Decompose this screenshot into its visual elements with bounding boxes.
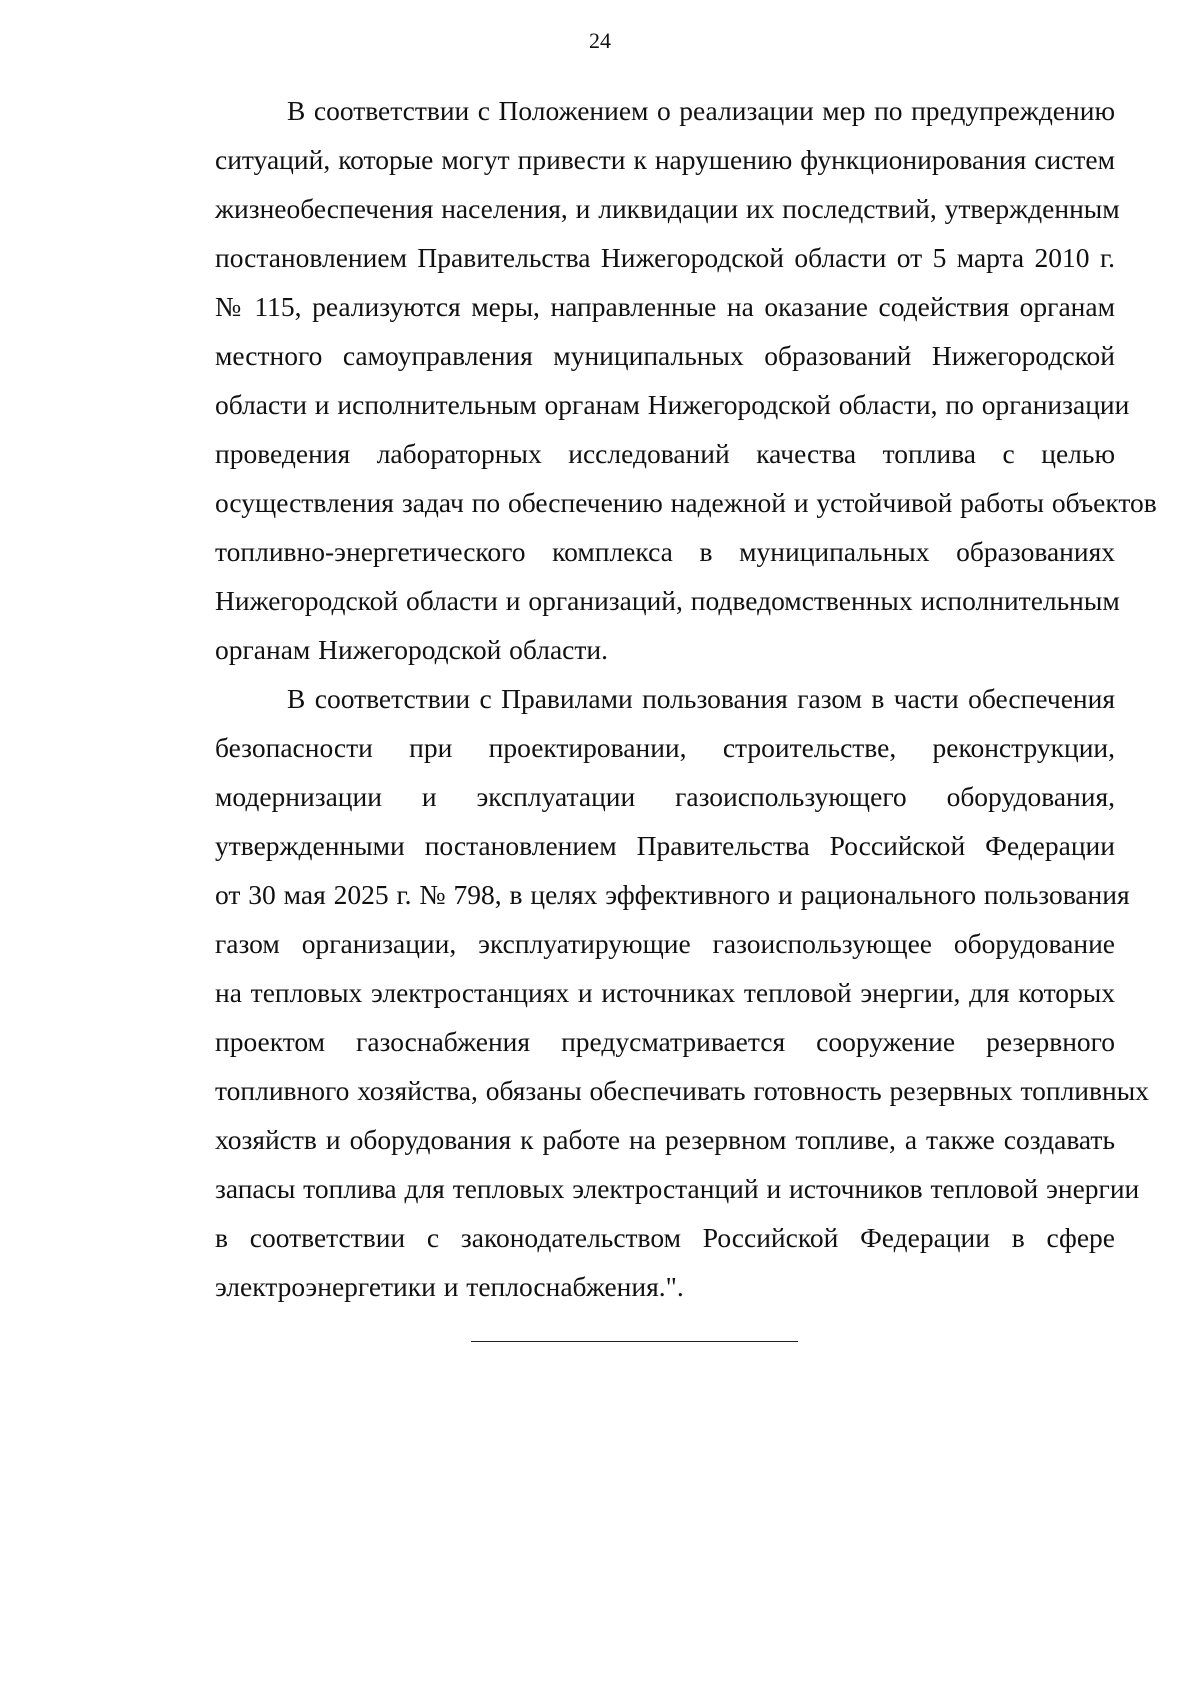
text-line: постановлением Правительства Нижегородской области от 5 марта 2010 г. <box>215 242 1115 273</box>
text-line: на тепловых электростанциях и источниках тепловой энергии, для которых <box>215 977 1115 1008</box>
text-line: в соответствии с законодательством Российской Федерации в сфере <box>215 1222 1115 1253</box>
text-line: Нижегородской области и организаций, подведомственных исполнительным <box>215 585 1120 616</box>
text-line: В соответствии с Положением о реализации мер по предупреждению <box>287 95 1115 126</box>
text-line: местного самоуправления муниципальных образований Нижегородской <box>215 340 1115 371</box>
document-body <box>143 86 1157 1311</box>
text-line: проектом газоснабжения предусматривается сооружение резервного <box>215 1026 1115 1057</box>
paragraph-2 <box>143 674 1149 1311</box>
text-line: ситуаций, которые могут привести к нарушению функционирования систем <box>215 144 1115 175</box>
text-line: области и исполнительным органам Нижегородской области, по организации <box>215 389 1130 420</box>
text-line: электроэнергетики и теплоснабжения.". <box>215 1271 684 1302</box>
text-line: газом организации, эксплуатирующие газоиспользующее оборудование <box>215 928 1115 959</box>
text-line: топливно-энергетического комплекса в муниципальных образованиях <box>215 536 1115 567</box>
text-line: проведения лабораторных исследований качества топлива с целью <box>215 438 1115 469</box>
end-separator-rule <box>471 1341 798 1342</box>
text-line: безопасности при проектировании, строительстве, реконструкции, <box>215 732 1115 763</box>
text-line: топливного хозяйства, обязаны обеспечивать готовность резервных топливных <box>215 1075 1149 1106</box>
text-line: органам Нижегородской области. <box>215 634 608 665</box>
text-line: жизнеобеспечения населения, и ликвидации их последствий, утвержденным <box>215 193 1120 224</box>
text-line: запасы топлива для тепловых электростанций и источников тепловой энергии <box>215 1173 1140 1204</box>
text-line: В соответствии с Правилами пользования газом в части обеспечения <box>287 683 1115 714</box>
page-number: 24 <box>589 28 611 53</box>
paragraph-1 <box>143 86 1157 674</box>
text-line: утвержденными постановлением Правительства Российской Федерации <box>215 830 1115 861</box>
text-line: осуществления задач по обеспечению надежной и устойчивой работы объектов <box>215 487 1157 518</box>
text-line: от 30 мая 2025 г. № 798, в целях эффективного и рационального пользования <box>215 879 1130 910</box>
text-line: № 115, реализуются меры, направленные на оказание содействия органам <box>215 291 1115 322</box>
text-line: модернизации и эксплуатации газоиспользующего оборудования, <box>215 781 1115 812</box>
text-line: хозяйств и оборудования к работе на резервном топливе, а также создавать <box>215 1124 1115 1155</box>
